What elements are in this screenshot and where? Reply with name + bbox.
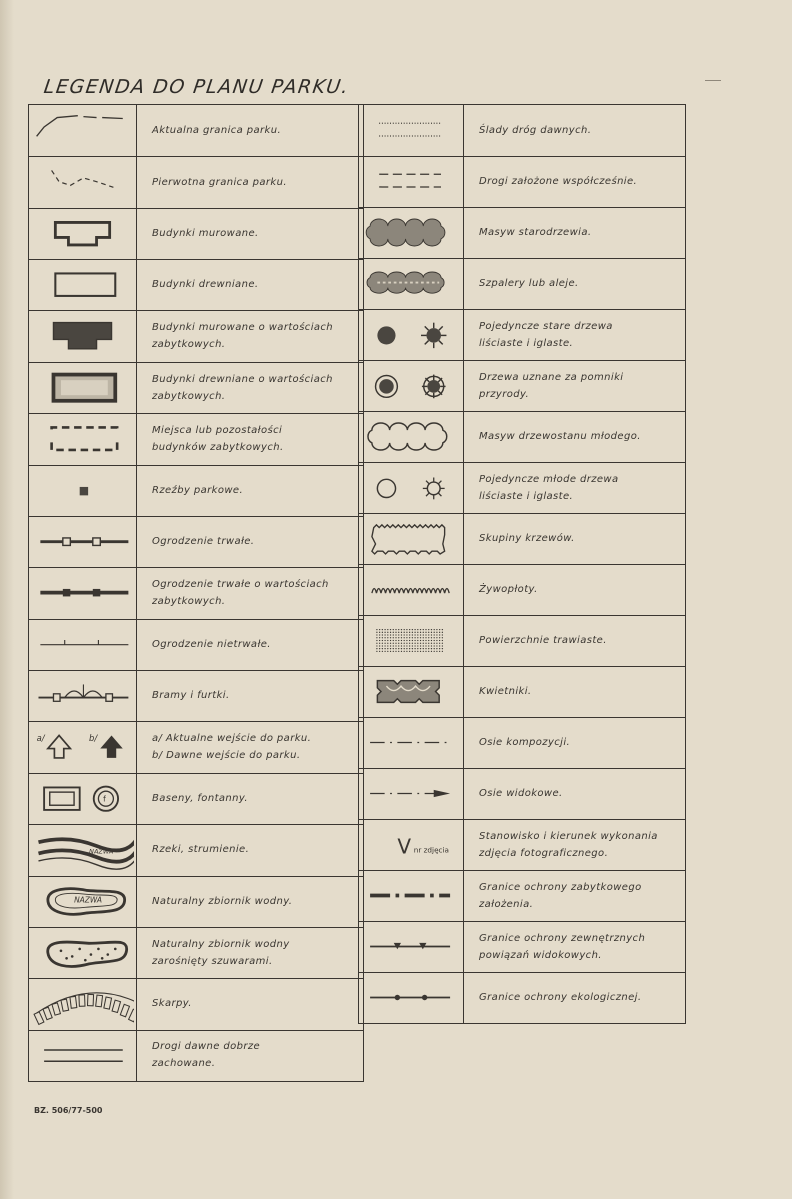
legend-label: Żywopłoty.	[479, 584, 538, 595]
historic-wooden-building-icon	[31, 363, 134, 412]
legend-label: Budynki drewniane.	[152, 279, 259, 291]
composition-axis-icon	[361, 718, 461, 767]
legend-symbol-cell	[29, 516, 137, 567]
legend-label: Rzeźby parkowe.	[152, 484, 244, 496]
legend-symbol-cell	[359, 615, 464, 666]
legend-label: Naturalny zbiornik wodny.	[152, 895, 293, 907]
legend-row	[29, 721, 363, 773]
legend-symbol-cell	[29, 927, 137, 978]
old-road-traces-icon	[361, 106, 461, 155]
shrub-group-icon	[361, 514, 461, 563]
legend-symbol-cell	[359, 360, 464, 411]
legend-symbol-cell	[29, 978, 137, 1029]
legend-row	[29, 310, 363, 362]
print-code: BZ. 506/77-500	[34, 1106, 103, 1115]
legend-row	[29, 619, 363, 671]
historic-masonry-building-icon	[31, 311, 134, 360]
legend-row	[359, 615, 685, 667]
legend-symbol-cell	[359, 819, 464, 870]
legend-row	[359, 768, 685, 820]
legend-label: Drzewa uznane za pomniki przyrody.	[479, 371, 624, 400]
legend-label: Masyw drzewostanu młodego.	[479, 431, 641, 442]
legend-symbol-cell	[29, 208, 137, 259]
legend-symbol-cell	[359, 768, 464, 819]
legend-label: Skarpy.	[152, 998, 192, 1010]
temporary-fence-icon	[31, 620, 134, 669]
reedy-pond-icon	[31, 928, 134, 977]
legend-row	[359, 819, 685, 871]
entrance-arrows-icon	[31, 722, 134, 771]
legend-row	[359, 717, 685, 769]
legend-symbol-cell	[359, 564, 464, 615]
photo-position-icon	[361, 820, 461, 869]
legend-table-right	[358, 104, 686, 1024]
svg-text:f: f	[103, 794, 106, 804]
legend-row	[29, 1030, 363, 1081]
legend-label: Stanowisko i kierunek wykonania zdjęcia fotograficznego.	[479, 830, 658, 859]
legend-symbol-cell	[359, 207, 464, 258]
legend-row	[29, 259, 363, 311]
legend-symbol-cell	[359, 462, 464, 513]
legend-symbol-cell	[359, 309, 464, 360]
legend-row	[29, 876, 363, 928]
legend-row	[359, 360, 685, 412]
legend-symbol-cell	[359, 921, 464, 972]
legend-row	[29, 208, 363, 260]
hedge-icon	[361, 565, 461, 614]
legend-symbol-cell	[359, 717, 464, 768]
legend-label: Drogi dawne dobrze zachowane.	[152, 1041, 261, 1070]
legend-symbol-cell	[29, 465, 137, 516]
legend-label: Aktualna granica parku.	[152, 125, 282, 137]
legend-row	[359, 411, 685, 463]
legend-label: Powierzchnie trawiaste.	[479, 635, 607, 646]
photo-number-label: nr zdjęcia	[413, 845, 450, 855]
legend-symbol-cell	[29, 876, 137, 927]
legend-row	[29, 773, 363, 825]
young-trees-icon	[361, 463, 461, 512]
legend-label: Drogi założone współcześnie.	[479, 176, 638, 187]
legend-label: Budynki murowane o wartościach zabytkowych.	[152, 322, 334, 351]
young-stand-icon	[361, 412, 461, 461]
legend-label: a/ Aktualne wejście do parku. b/ Dawne wejście do parku.	[152, 733, 312, 762]
legend-row	[359, 870, 685, 922]
legend-row	[359, 666, 685, 718]
legend-label: Pojedyncze stare drzewa liściaste i iglaste.	[479, 320, 613, 349]
legend-row	[359, 207, 685, 259]
legend-row	[359, 156, 685, 208]
legend-symbol-cell	[359, 972, 464, 1023]
pool-fountain-icon	[31, 774, 134, 823]
legend-table-left	[28, 104, 364, 1082]
legend-label: Miejsca lub pozostałości budynków zabytkowych.	[152, 424, 284, 453]
legend-symbol-cell	[29, 773, 137, 824]
legend-symbol-cell	[29, 670, 137, 721]
legend-label: Ogrodzenie nietrwałe.	[152, 638, 271, 650]
legend-row	[359, 513, 685, 565]
legend-label: Budynki murowane.	[152, 227, 259, 239]
original-boundary-line-icon	[31, 157, 134, 206]
legend-label: Osie kompozycji.	[479, 737, 571, 748]
flowerbed-icon	[361, 667, 461, 716]
legend-label: Ogrodzenie trwałe o wartościach zabytkowych.	[152, 579, 329, 607]
legend-symbol-cell	[359, 411, 464, 462]
legend-row	[359, 972, 685, 1023]
entrance-a-tag: a/	[36, 733, 45, 744]
legend-row	[29, 516, 363, 568]
pond-icon	[31, 877, 134, 926]
legend-label: Ogrodzenie trwałe.	[152, 536, 255, 548]
page-title: LEGENDA DO PLANU PARKU.	[42, 76, 351, 98]
legend-symbol-cell	[29, 1030, 137, 1081]
legend-label: Baseny, fontanny.	[152, 792, 249, 804]
legend-row	[29, 465, 363, 517]
paper-edge	[0, 0, 14, 1199]
sculpture-icon	[31, 466, 134, 515]
legend-label: Szpalery lub aleje.	[479, 278, 579, 289]
legend-symbol-cell	[29, 259, 137, 310]
masonry-building-icon	[31, 209, 134, 258]
legend-symbol-cell	[359, 666, 464, 717]
legend-label: Granice ochrony zabytkowego założenia.	[479, 881, 642, 910]
lawn-icon	[361, 616, 461, 665]
legend-symbol-cell	[359, 513, 464, 564]
legend-row	[29, 413, 363, 465]
building-remains-icon	[31, 414, 134, 463]
legend-label: Kwietniki.	[479, 686, 532, 697]
legend-label: Rzeki, strumienie.	[152, 844, 250, 856]
gate-icon	[31, 671, 134, 720]
legend-symbol-cell	[29, 156, 137, 207]
old-trees-icon	[361, 310, 461, 359]
legend-symbol-cell	[359, 105, 464, 156]
escarpment-icon	[31, 979, 134, 1028]
old-road-icon	[31, 1031, 134, 1080]
river-icon	[31, 825, 134, 874]
legend-row	[29, 156, 363, 208]
legend-row	[29, 824, 363, 876]
legend-symbol-cell	[359, 156, 464, 207]
legend-symbol-cell	[29, 105, 137, 156]
permanent-fence-icon	[31, 517, 134, 566]
legend-symbol-cell	[29, 619, 137, 670]
current-boundary-line-icon	[31, 106, 134, 155]
legend-label: Granice ochrony zewnętrznych powiązań widokowych.	[479, 932, 646, 961]
legend-label: Pierwotna granica parku.	[152, 176, 287, 188]
photo-v-glyph: V	[397, 834, 412, 859]
legend-row	[29, 978, 363, 1030]
legend-row	[359, 258, 685, 310]
alley-icon	[361, 259, 461, 308]
legend-row	[29, 670, 363, 722]
ecological-protection-icon	[361, 973, 461, 1022]
legend-label: Pojedyncze młode drzewa liściaste i iglaste.	[479, 473, 619, 502]
legend-row	[359, 564, 685, 616]
legend-symbol-cell	[29, 310, 137, 361]
legend-row	[359, 309, 685, 361]
legend-row	[359, 921, 685, 973]
legend-row	[29, 362, 363, 414]
legend-row	[359, 462, 685, 514]
legend-row	[359, 105, 685, 157]
natural-monument-trees-icon	[361, 361, 461, 410]
legend-label: Osie widokowe.	[479, 788, 563, 799]
monument-protection-icon	[361, 871, 461, 920]
legend-symbol-cell	[359, 870, 464, 921]
legend-label: Naturalny zbiornik wodny zarośnięty szuwarami.	[152, 938, 290, 967]
page-mark	[705, 80, 721, 81]
modern-road-icon	[361, 157, 461, 206]
legend-symbol-cell	[29, 824, 137, 875]
legend-row	[29, 567, 363, 619]
wooden-building-icon	[31, 260, 134, 309]
entrance-b-tag: b/	[89, 733, 98, 744]
old-tree-mass-icon	[361, 208, 461, 257]
legend-label: Skupiny krzewów.	[479, 533, 575, 544]
view-axis-icon	[361, 769, 461, 818]
legend-symbol-cell	[29, 567, 137, 618]
historic-fence-icon	[31, 568, 134, 617]
view-protection-icon	[361, 922, 461, 971]
legend-symbol-cell	[29, 721, 137, 772]
legend-label: Bramy i furtki.	[152, 690, 230, 702]
legend-row	[29, 927, 363, 979]
legend-label: Budynki drewniane o wartościach zabytkowych.	[152, 373, 333, 402]
legend-symbol-cell	[29, 362, 137, 413]
river-name-label: NAZWA	[89, 847, 114, 856]
legend-symbol-cell	[29, 413, 137, 464]
pond-name-label: NAZWA	[74, 895, 103, 905]
legend-label: Masyw starodrzewia.	[479, 227, 592, 238]
legend-symbol-cell	[359, 258, 464, 309]
legend-row	[29, 105, 363, 157]
legend-label: Ślady dróg dawnych.	[479, 125, 592, 136]
legend-label: Granice ochrony ekologicznej.	[479, 992, 642, 1003]
